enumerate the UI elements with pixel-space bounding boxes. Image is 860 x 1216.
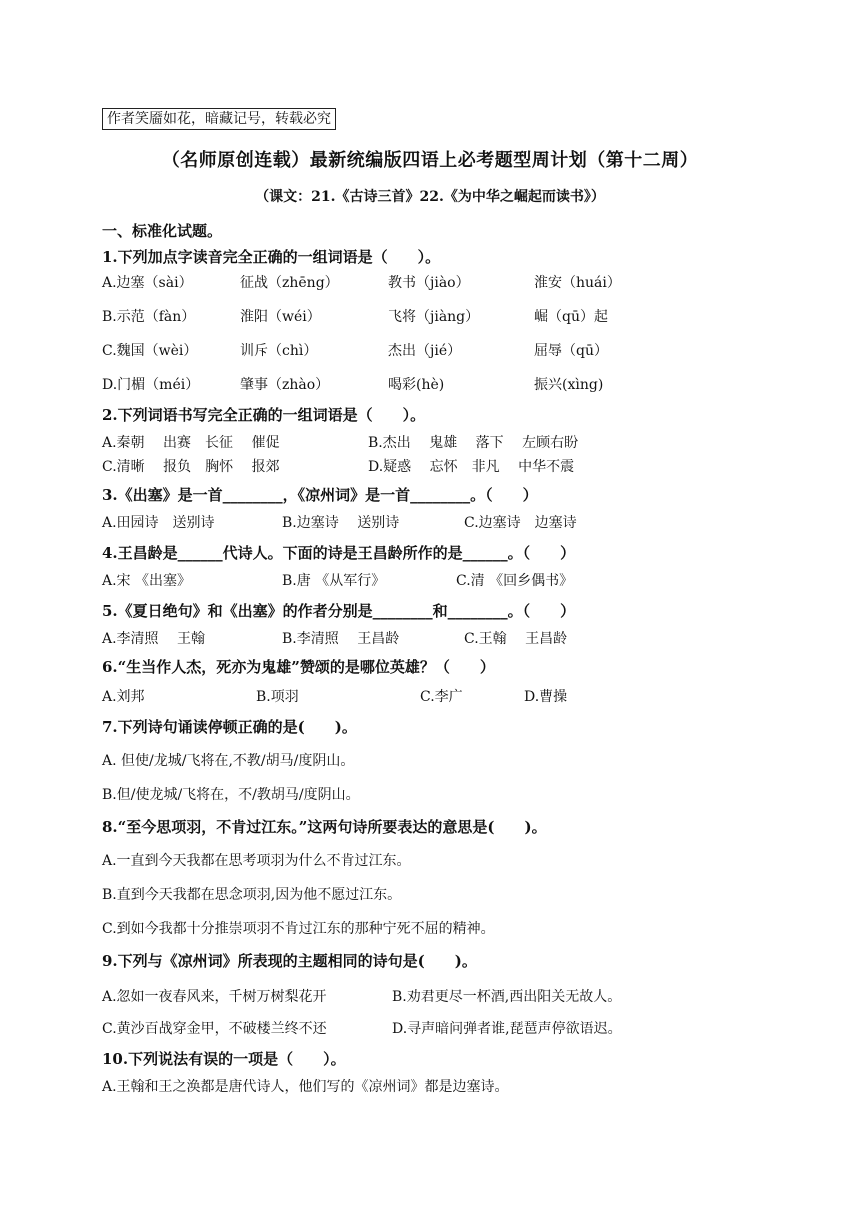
option-cell: A.刘邦 (102, 689, 145, 705)
question-1-row-d (102, 374, 782, 396)
option-cell: B.项羽 (256, 689, 299, 705)
option-cell: 屈辱（qū） (534, 343, 608, 359)
question-3-options (102, 512, 782, 534)
question-1-stem: 1.下列加点字读音完全正确的一组词语是（ ）。 (102, 248, 441, 266)
option-cell: C.清晰 报负 胸怀 报郊 (102, 459, 280, 475)
option-cell: 淮安（huái） (534, 275, 621, 291)
option-cell: D.寻声暗问弹者谁,琵琶声停欲语迟。 (392, 1021, 622, 1037)
question-4-options (102, 570, 782, 592)
copyright-stamp: 作者笑靥如花，暗藏记号，转载必究 (102, 108, 336, 130)
question-7-option-b: B.但/使龙城/飞将在，不/教胡马/度阴山。 (102, 787, 360, 803)
question-9-row-2 (102, 1018, 782, 1040)
option-cell: 教书（jiào） (388, 275, 470, 291)
option-cell: A.边塞（sài） (102, 275, 193, 291)
question-2-stem: 2.下列词语书写完全正确的一组词语是（ ）。 (102, 406, 426, 424)
option-cell: C.清 《回乡偶书》 (456, 573, 574, 589)
option-cell: C.王翰 王昌龄 (464, 631, 568, 647)
option-cell: B.唐 《从军行》 (282, 573, 386, 589)
option-cell: C.边塞诗 边塞诗 (464, 515, 577, 531)
question-7-option-a: A. 但使/龙城/飞将在,不教/胡马/度阴山。 (102, 753, 355, 769)
question-8-option-b: B.直到今天我都在思念项羽,因为他不愿过江东。 (102, 887, 402, 903)
question-1-row-a (102, 272, 782, 294)
option-cell: B.劝君更尽一杯酒,西出阳关无故人。 (392, 989, 622, 1005)
question-9-row-1 (102, 986, 782, 1008)
option-cell: 征战（zhēng） (240, 275, 339, 291)
question-2-row-1 (102, 432, 782, 454)
question-6-options (102, 686, 782, 708)
option-cell: 肇事（zhào） (240, 377, 330, 393)
option-cell: B.杰出 鬼雄 落下 左顾右盼 (368, 435, 579, 451)
option-cell: C.黄沙百战穿金甲，不破楼兰终不还 (102, 1021, 327, 1037)
question-8-option-c: C.到如今我都十分推崇项羽不肯过江东的那种宁死不屈的精神。 (102, 921, 495, 937)
page-subtitle: （课文：21.《古诗三首》22.《为中华之崛起而读书》） (255, 189, 605, 205)
question-1-row-c (102, 340, 782, 362)
option-cell: 崛（qū）起 (534, 309, 608, 325)
section-heading: 一、标准化试题。 (102, 222, 223, 240)
option-cell: D.疑惑 忘怀 非凡 中华不震 (368, 459, 575, 475)
question-10-stem: 10.下列说法有误的一项是（ ）。 (102, 1050, 346, 1068)
question-8-stem: 8.“至今思项羽，不肯过江东。”这两句诗所要表达的意思是( )。 (102, 818, 547, 836)
option-cell: 飞将（jiàng） (388, 309, 480, 325)
option-cell: A.李清照 王翰 (102, 631, 206, 647)
option-cell: A.秦朝 出赛 长征 催促 (102, 435, 280, 451)
option-cell: 喝彩(hè) (388, 377, 445, 393)
option-cell: B.边塞诗 送别诗 (282, 515, 400, 531)
page-title: （名师原创连载）最新统编版四语上必考题型周计划（第十二周） (161, 150, 699, 171)
question-10-option-a: A.王翰和王之涣都是唐代诗人，他们写的《凉州词》都是边塞诗。 (102, 1079, 509, 1095)
option-cell: 训斥（chì） (240, 343, 318, 359)
question-4-stem: 4.王昌龄是______代诗人。下面的诗是王昌龄所作的是______。（ ） (102, 544, 576, 562)
question-1-row-b (102, 306, 782, 328)
question-2-row-2 (102, 456, 782, 478)
question-6-stem: 6.“生当作人杰，死亦为鬼雄”赞颂的是哪位英雄？（ ） (102, 658, 495, 676)
question-9-stem: 9.下列与《凉州词》所表现的主题相同的诗句是( )。 (102, 952, 477, 970)
question-8-option-a: A.一直到今天我都在思考项羽为什么不肯过江东。 (102, 853, 411, 869)
question-5-options (102, 628, 782, 650)
option-cell: 淮阳（wéi） (240, 309, 321, 325)
question-3-stem: 3.《出塞》是一首________，《凉州词》是一首________。（ ） (102, 486, 538, 504)
question-7-stem: 7.下列诗句诵读停顿正确的是( )。 (102, 718, 357, 736)
option-cell: A.宋 《出塞》 (102, 573, 192, 589)
option-cell: C.魏国（wèi） (102, 343, 198, 359)
option-cell: 振兴(xìng) (534, 377, 604, 393)
option-cell: D.曹操 (524, 689, 568, 705)
option-cell: B.示范（fàn） (102, 309, 196, 325)
option-cell: A.忽如一夜春风来，千树万树梨花开 (102, 989, 327, 1005)
option-cell: 杰出（jié） (388, 343, 462, 359)
option-cell: C.李广 (420, 689, 463, 705)
option-cell: D.门楣（méi） (102, 377, 200, 393)
option-cell: A.田园诗 送别诗 (102, 515, 215, 531)
option-cell: B.李清照 王昌龄 (282, 631, 400, 647)
question-5-stem: 5.《夏日绝句》和《出塞》的作者分别是________和________。（ ） (102, 602, 576, 620)
